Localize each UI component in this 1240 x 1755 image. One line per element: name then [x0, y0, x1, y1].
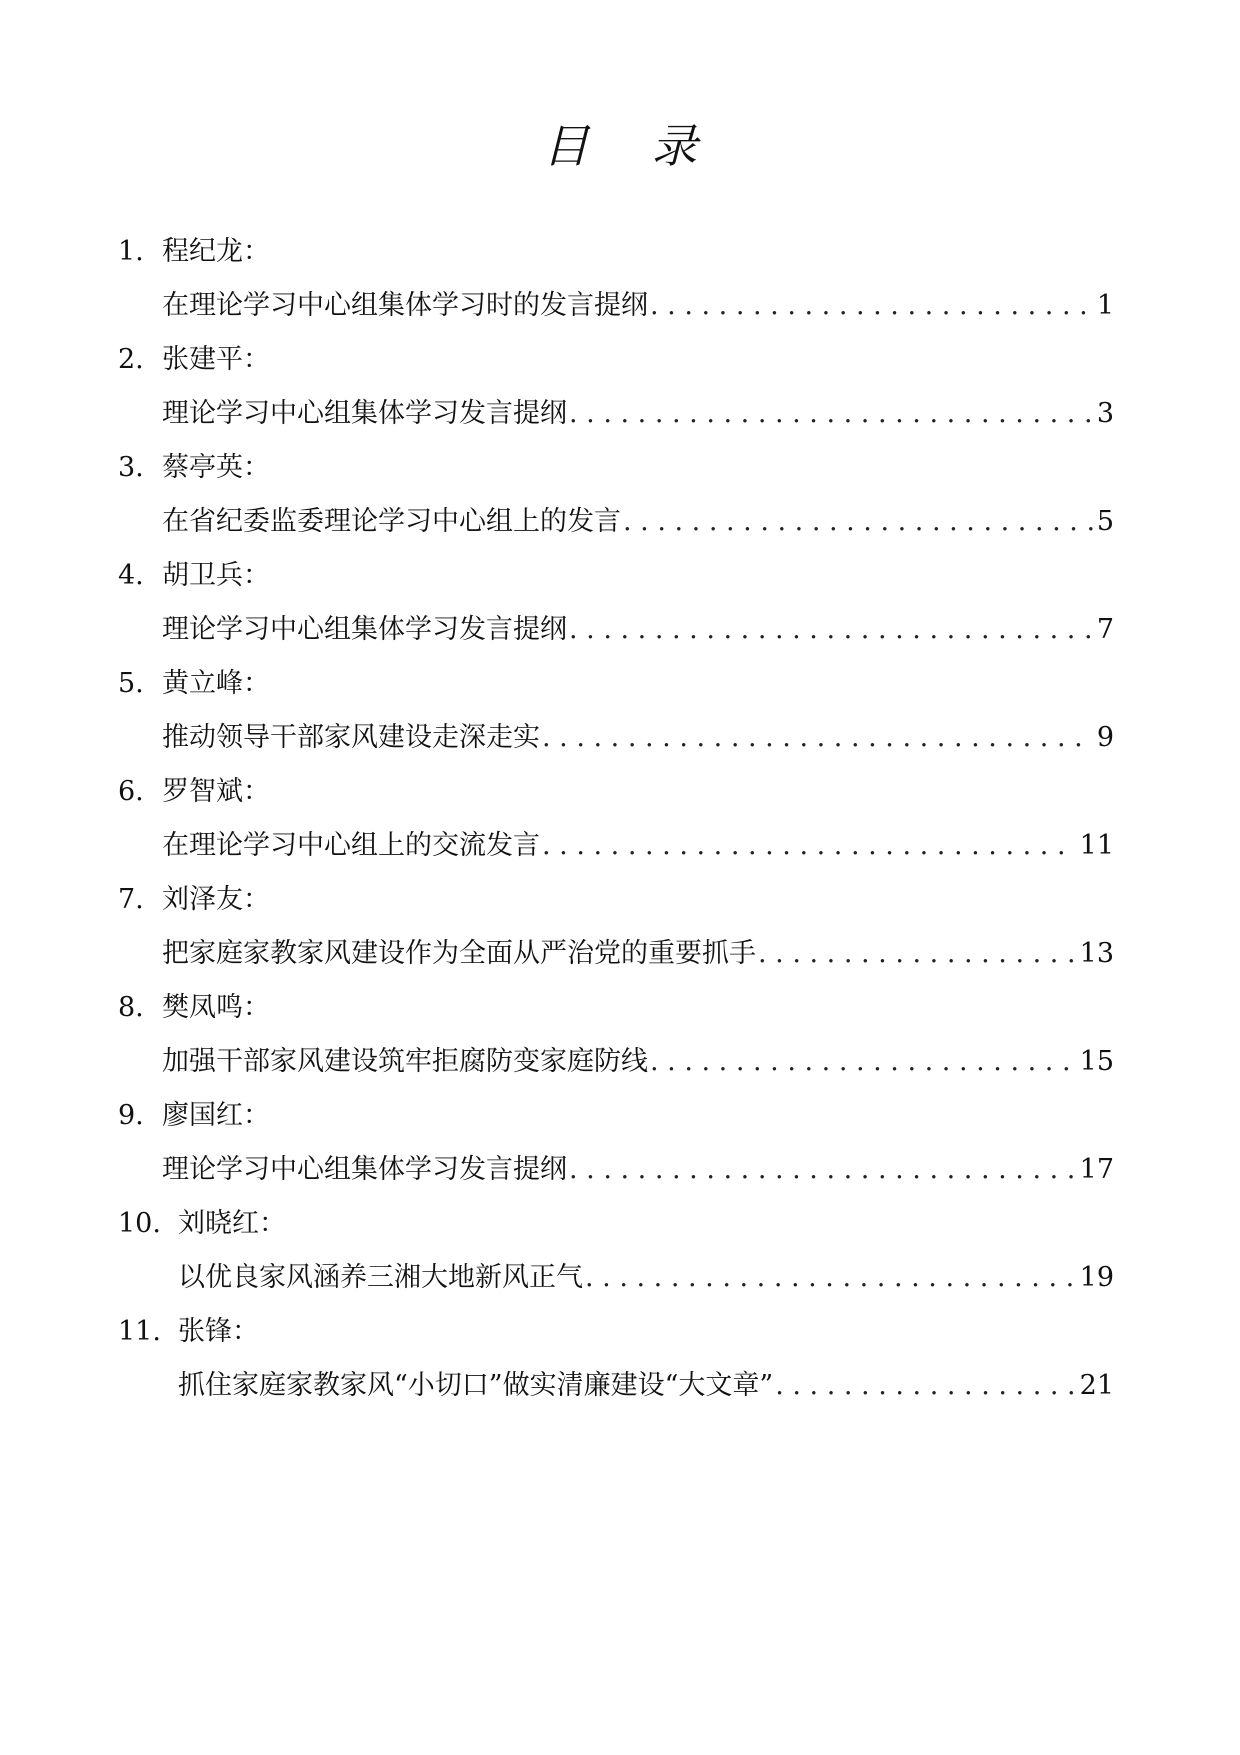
toc-number: 9. [118, 1100, 144, 1131]
toc-page-number: 1 [1096, 290, 1114, 321]
toc-author: 刘晓红： [178, 1208, 286, 1239]
toc-title-line[interactable] [0, 495, 1240, 549]
toc-entry[interactable] [0, 657, 1240, 765]
toc-leader-dots [569, 603, 1093, 657]
toc-author-line [0, 1305, 1240, 1359]
toc-page-number: 15 [1079, 1046, 1114, 1077]
toc-number: 3. [118, 452, 144, 483]
toc-author: 程纪龙： [162, 236, 270, 267]
toc-entry[interactable] [0, 1089, 1240, 1197]
toc-author-line [0, 657, 1240, 711]
toc-author-line [0, 225, 1240, 279]
toc-title: 在理论学习中心组集体学习时的发言提纲 [162, 290, 648, 321]
toc-author: 黄立峰： [162, 668, 270, 699]
toc-title-line[interactable] [0, 1035, 1240, 1089]
toc-title-line[interactable] [0, 1359, 1240, 1413]
toc-number: 6. [118, 776, 144, 807]
toc-leader-dots [650, 279, 1093, 333]
toc-author: 樊凤鸣： [162, 992, 270, 1023]
toc-author: 张建平： [162, 344, 270, 375]
toc-title: 理论学习中心组集体学习发言提纲 [162, 398, 567, 429]
toc-title: 抓住家庭家教家风“小切口”做实清廉建设“大文章” [178, 1370, 774, 1401]
toc-author: 蔡亭英： [162, 452, 270, 483]
toc-page-number: 7 [1096, 614, 1114, 645]
toc-leader-dots [775, 1359, 1075, 1413]
toc-entry[interactable] [0, 765, 1240, 873]
toc-author-line [0, 441, 1240, 495]
toc-page-number: 3 [1096, 398, 1114, 429]
toc-author-line [0, 1197, 1240, 1251]
toc-title-line[interactable] [0, 387, 1240, 441]
toc-title-line[interactable] [0, 1251, 1240, 1305]
toc-entry[interactable] [0, 333, 1240, 441]
toc-entry[interactable] [0, 873, 1240, 981]
table-of-contents [0, 225, 1240, 1413]
toc-number: 7. [118, 884, 144, 915]
toc-author-line [0, 333, 1240, 387]
toc-title: 在理论学习中心组上的交流发言 [162, 830, 540, 861]
toc-author: 张锋： [178, 1316, 259, 1347]
page-title: 目 录 [542, 119, 722, 173]
toc-page-number: 17 [1079, 1154, 1114, 1185]
toc-leader-dots [623, 495, 1093, 549]
toc-leader-dots [585, 1251, 1076, 1305]
toc-number: 11. [118, 1316, 161, 1347]
toc-title: 理论学习中心组集体学习发言提纲 [162, 614, 567, 645]
toc-title: 以优良家风涵养三湘大地新风正气 [178, 1262, 583, 1293]
toc-number: 8. [118, 992, 144, 1023]
toc-page-number: 5 [1096, 506, 1114, 537]
toc-author-line [0, 549, 1240, 603]
toc-entry[interactable] [0, 1197, 1240, 1305]
toc-page-number: 21 [1079, 1370, 1114, 1401]
toc-author-line [0, 981, 1240, 1035]
toc-entry[interactable] [0, 549, 1240, 657]
toc-author: 刘泽友： [162, 884, 270, 915]
toc-title: 把家庭家教家风建设作为全面从严治党的重要抓手 [162, 938, 756, 969]
toc-title-line[interactable] [0, 927, 1240, 981]
toc-title: 加强干部家风建设筑牢拒腐防变家庭防线 [162, 1046, 648, 1077]
toc-leader-dots [542, 711, 1093, 765]
toc-title-line[interactable] [0, 279, 1240, 333]
toc-author: 胡卫兵： [162, 560, 270, 591]
toc-title-line[interactable] [0, 819, 1240, 873]
toc-title: 在省纪委监委理论学习中心组上的发言 [162, 506, 621, 537]
toc-number: 10. [118, 1208, 161, 1239]
toc-number: 2. [118, 344, 144, 375]
toc-leader-dots [542, 819, 1076, 873]
toc-entry[interactable] [0, 441, 1240, 549]
toc-number: 5. [118, 668, 144, 699]
toc-author: 罗智斌： [162, 776, 270, 807]
toc-entry[interactable] [0, 981, 1240, 1089]
toc-title-line[interactable] [0, 1143, 1240, 1197]
toc-entry[interactable] [0, 225, 1240, 333]
toc-page-number: 13 [1079, 938, 1114, 969]
toc-author-line [0, 873, 1240, 927]
toc-author-line [0, 765, 1240, 819]
toc-leader-dots [758, 927, 1076, 981]
toc-title-line[interactable] [0, 603, 1240, 657]
toc-author-line [0, 1089, 1240, 1143]
toc-entry[interactable] [0, 1305, 1240, 1413]
toc-title: 推动领导干部家风建设走深走实 [162, 722, 540, 753]
toc-author: 廖国红： [162, 1100, 270, 1131]
toc-leader-dots [569, 387, 1093, 441]
toc-page-number: 19 [1079, 1262, 1114, 1293]
toc-title: 理论学习中心组集体学习发言提纲 [162, 1154, 567, 1185]
toc-title-line[interactable] [0, 711, 1240, 765]
toc-page-number: 11 [1079, 830, 1114, 861]
toc-number: 1. [118, 236, 144, 267]
toc-number: 4. [118, 560, 144, 591]
toc-leader-dots [569, 1143, 1076, 1197]
toc-leader-dots [650, 1035, 1076, 1089]
toc-page-number: 9 [1096, 722, 1114, 753]
